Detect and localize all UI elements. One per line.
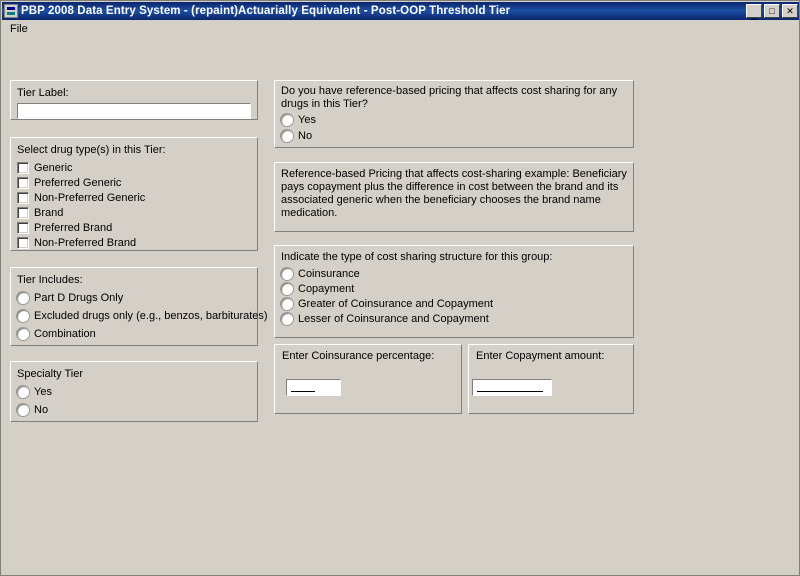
radio-label: Lesser of Coinsurance and Copayment [298,312,489,325]
close-icon: ✕ [786,6,794,16]
input-underline [291,391,315,392]
radio-circle-icon [17,292,29,304]
radio-label: Greater of Coinsurance and Copayment [298,297,494,310]
checkbox-label: Generic [34,161,73,174]
copayment-amount-caption: Enter Copayment amount: [476,350,605,362]
radio-circle-icon [281,298,293,310]
radio-label: Copayment [298,282,355,295]
radio-label: Combination [34,327,96,340]
drug-types-caption: Select drug type(s) in this Tier: [17,144,166,156]
checkbox-label: Non-Preferred Brand [34,236,137,249]
radio-lesser-of-coinsurance-and-copayment[interactable] [281,312,489,326]
radio-circle-icon [17,310,29,322]
close-button[interactable] [782,4,798,18]
radio-copayment[interactable] [281,282,354,296]
reference-example-text: Reference-based Pricing that affects cost-sharing example: Beneficiary pays copayment plus the difference in cost between the brand and its associated generic when the beneficiary chooses the brand name medication. [281,168,627,219]
checkbox-label: Preferred Brand [34,221,113,234]
checkbox-box-icon [17,222,29,234]
radio-circle-icon [17,404,29,416]
radio-label: Yes [34,385,52,398]
pbp-app-icon [4,4,18,18]
radio-circle-icon [281,130,293,142]
form-client-area [2,37,800,575]
reference-pricing-question: Do you have reference-based pricing that affects cost sharing for any drugs in this Tier? [281,85,618,110]
menu-bar [2,20,800,37]
copayment-input-wrapper[interactable] [472,379,552,396]
specialty-tier-caption: Specialty Tier [17,368,84,380]
maximize-button[interactable] [764,4,780,18]
radio-circle-icon [281,268,293,280]
coinsurance-percentage-input[interactable] [287,380,340,395]
checkbox-box-icon [17,177,29,189]
tier-label-input-wrapper[interactable] [17,103,251,119]
radio-circle-icon [281,114,293,126]
radio-reference-pricing-yes[interactable] [281,113,316,127]
checkbox-label: Brand [34,206,64,219]
radio-circle-icon [17,386,29,398]
input-underline [477,391,543,392]
checkbox-brand[interactable] [17,206,63,220]
tier-includes-caption: Tier Includes: [17,274,83,286]
radio-specialty-tier-no[interactable] [17,403,48,417]
minimize-icon: _ [750,6,758,20]
coinsurance-input-wrapper[interactable] [286,379,341,396]
checkbox-box-icon [17,162,29,174]
checkbox-label: Non-Preferred Generic [34,191,146,204]
radio-circle-icon [281,313,293,325]
tier-label-caption: Tier Label: [17,87,69,99]
radio-label: No [298,129,313,142]
menu-item-file[interactable]: File [10,22,28,35]
radio-label: Part D Drugs Only [34,291,124,304]
checkbox-preferred-generic[interactable] [17,176,121,190]
checkbox-box-icon [17,192,29,204]
checkbox-non-preferred-brand[interactable] [17,236,136,250]
cost-sharing-caption: Indicate the type of cost sharing structure for this group: [281,251,553,263]
tier-label-input[interactable] [18,104,250,118]
checkbox-non-preferred-generic[interactable] [17,191,145,205]
radio-circle-icon [17,328,29,340]
coinsurance-percentage-caption: Enter Coinsurance percentage: [282,350,435,362]
window-controls [746,4,798,18]
checkbox-label: Preferred Generic [34,176,122,189]
radio-label: Coinsurance [298,267,360,280]
checkbox-box-icon [17,237,29,249]
checkbox-generic[interactable] [17,161,73,175]
radio-specialty-tier-yes[interactable] [17,385,52,399]
radio-label: Yes [298,113,316,126]
radio-combination[interactable] [17,327,96,341]
radio-excluded-drugs-only[interactable] [17,309,268,323]
maximize-icon: □ [769,6,775,16]
copayment-amount-input[interactable] [473,380,551,395]
radio-coinsurance[interactable] [281,267,360,281]
radio-greater-of-coinsurance-and-copayment[interactable] [281,297,493,311]
title-bar [2,2,800,20]
radio-reference-pricing-no[interactable] [281,129,312,143]
minimize-button[interactable] [746,4,762,18]
checkbox-box-icon [17,207,29,219]
radio-part-d-drugs-only[interactable] [17,291,123,305]
radio-label: No [34,403,49,416]
window-title: PBP 2008 Data Entry System - (repaint)Actuarially Equivalent - Post-OOP Threshold Tier [21,5,511,17]
checkbox-preferred-brand[interactable] [17,221,112,235]
radio-circle-icon [281,283,293,295]
radio-label: Excluded drugs only (e.g., benzos, barbiturates) [34,309,268,322]
